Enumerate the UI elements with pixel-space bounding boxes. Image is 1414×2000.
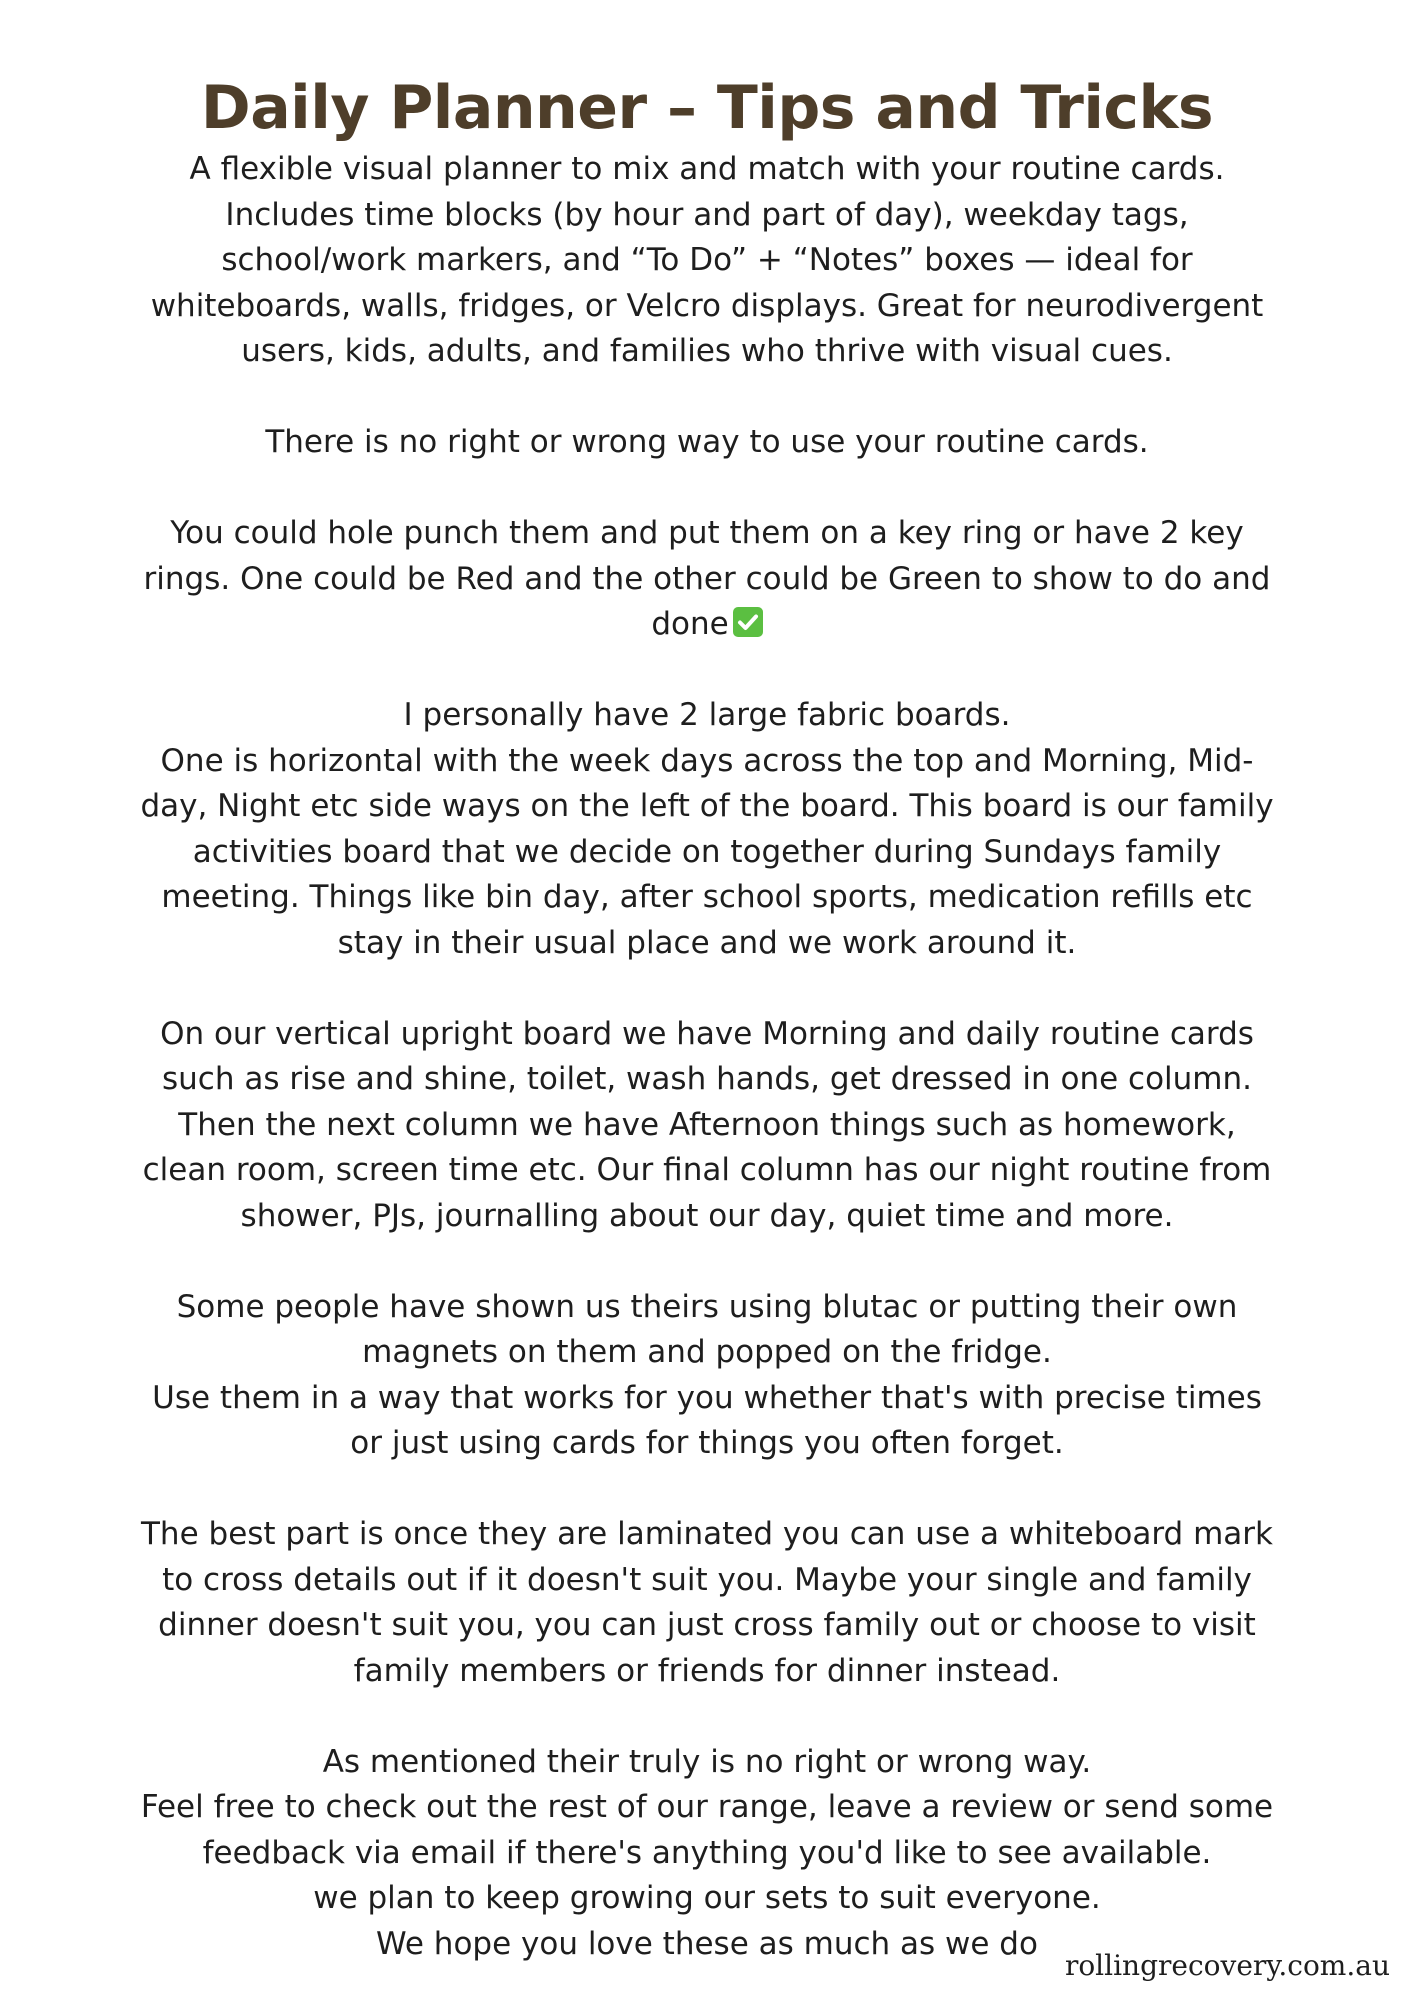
text-line-done (120, 602, 1294, 648)
text-line: shower, PJs, journalling about our day, quiet time and more. (240, 1197, 1174, 1234)
text-line: You could hole punch them and put them on a key ring or have 2 key (170, 515, 1244, 551)
text-line: we plan to keep growing our sets to suit everyone. (313, 1880, 1101, 1916)
text-line: The best part is once they are laminated you can use a whiteboard mark (141, 1516, 1273, 1552)
text-line: As mentioned their truly is no right or wrong way. (322, 1743, 1092, 1780)
page-title: Daily Planner – Tips and Tricks (200, 73, 1214, 143)
paragraph-key-ring (120, 511, 1294, 648)
text-line: Includes time blocks (by hour and part of day), weekday tags, (225, 196, 1189, 233)
text-line: On our vertical upright board we have Morning and daily routine cards (160, 1015, 1254, 1052)
paragraph-no-wrong-way (120, 420, 1294, 466)
text-line: A flexible visual planner to mix and match with your routine cards. (189, 151, 1225, 187)
paragraph-closing (120, 1740, 1294, 1968)
text-line: magnets on them and popped on the fridge. (362, 1334, 1052, 1370)
text-line: or just using cards for things you often forget. (350, 1425, 1064, 1461)
text-line: feedback via email if there's anything you'd like to see available. (202, 1834, 1212, 1871)
text-line: Then the next column we have Afternoon things such as homework, (178, 1106, 1236, 1143)
done-text: done (651, 606, 729, 642)
text-line: clean room, screen time etc. Our final column has our night routine from (142, 1152, 1272, 1188)
text-line: We hope you love these as much as we do (376, 1925, 1038, 1962)
text-line: to cross details out if it doesn't suit you. Maybe your single and family (162, 1561, 1252, 1598)
text-line: There is no right or wrong way to use your routine cards. (265, 424, 1149, 460)
text-line: rings. One could be Red and the other could be Green to show to do and (143, 560, 1271, 597)
website-url: rollingrecovery.com.au (1064, 1949, 1390, 1982)
text-line: family members or friends for dinner instead. (353, 1652, 1061, 1689)
tips-content (120, 147, 1294, 1967)
text-line: meeting. Things like bin day, after school sports, medication refills etc (161, 879, 1253, 915)
text-line: Feel free to check out the rest of our range, leave a review or send some (140, 1789, 1274, 1825)
text-line: Some people have shown us theirs using blutac or putting their own (176, 1288, 1238, 1325)
paragraph-fabric-boards (120, 693, 1294, 966)
text-line: day, Night etc side ways on the left of the board. This board is our family (140, 788, 1274, 824)
text-line: Use them in a way that works for you whether that's with precise times (152, 1379, 1262, 1416)
text-line: One is horizontal with the week days across the top and Morning, Mid- (160, 742, 1254, 779)
text-line: stay in their usual place and we work around it. (337, 924, 1077, 961)
paragraph-intro (120, 147, 1294, 375)
text-line: users, kids, adults, and families who thrive with visual cues. (241, 333, 1173, 369)
text-line: activities board that we decide on together during Sundays family (192, 833, 1222, 870)
text-line: dinner doesn't suit you, you can just cross family out or choose to visit (158, 1607, 1256, 1643)
text-line: such as rise and shine, toilet, wash hands, get dressed in one column. (161, 1061, 1252, 1097)
text-line: school/work markers, and “To Do” + “Notes” boxes — ideal for (221, 242, 1193, 278)
paragraph-fridge (120, 1285, 1294, 1467)
paragraph-vertical-board (120, 1012, 1294, 1240)
text-line: I personally have 2 large fabric boards. (403, 697, 1011, 733)
text-line: whiteboards, walls, fridges, or Velcro displays. Great for neurodivergent (150, 287, 1264, 324)
paragraph-laminated (120, 1512, 1294, 1694)
check-mark-icon (733, 607, 763, 637)
